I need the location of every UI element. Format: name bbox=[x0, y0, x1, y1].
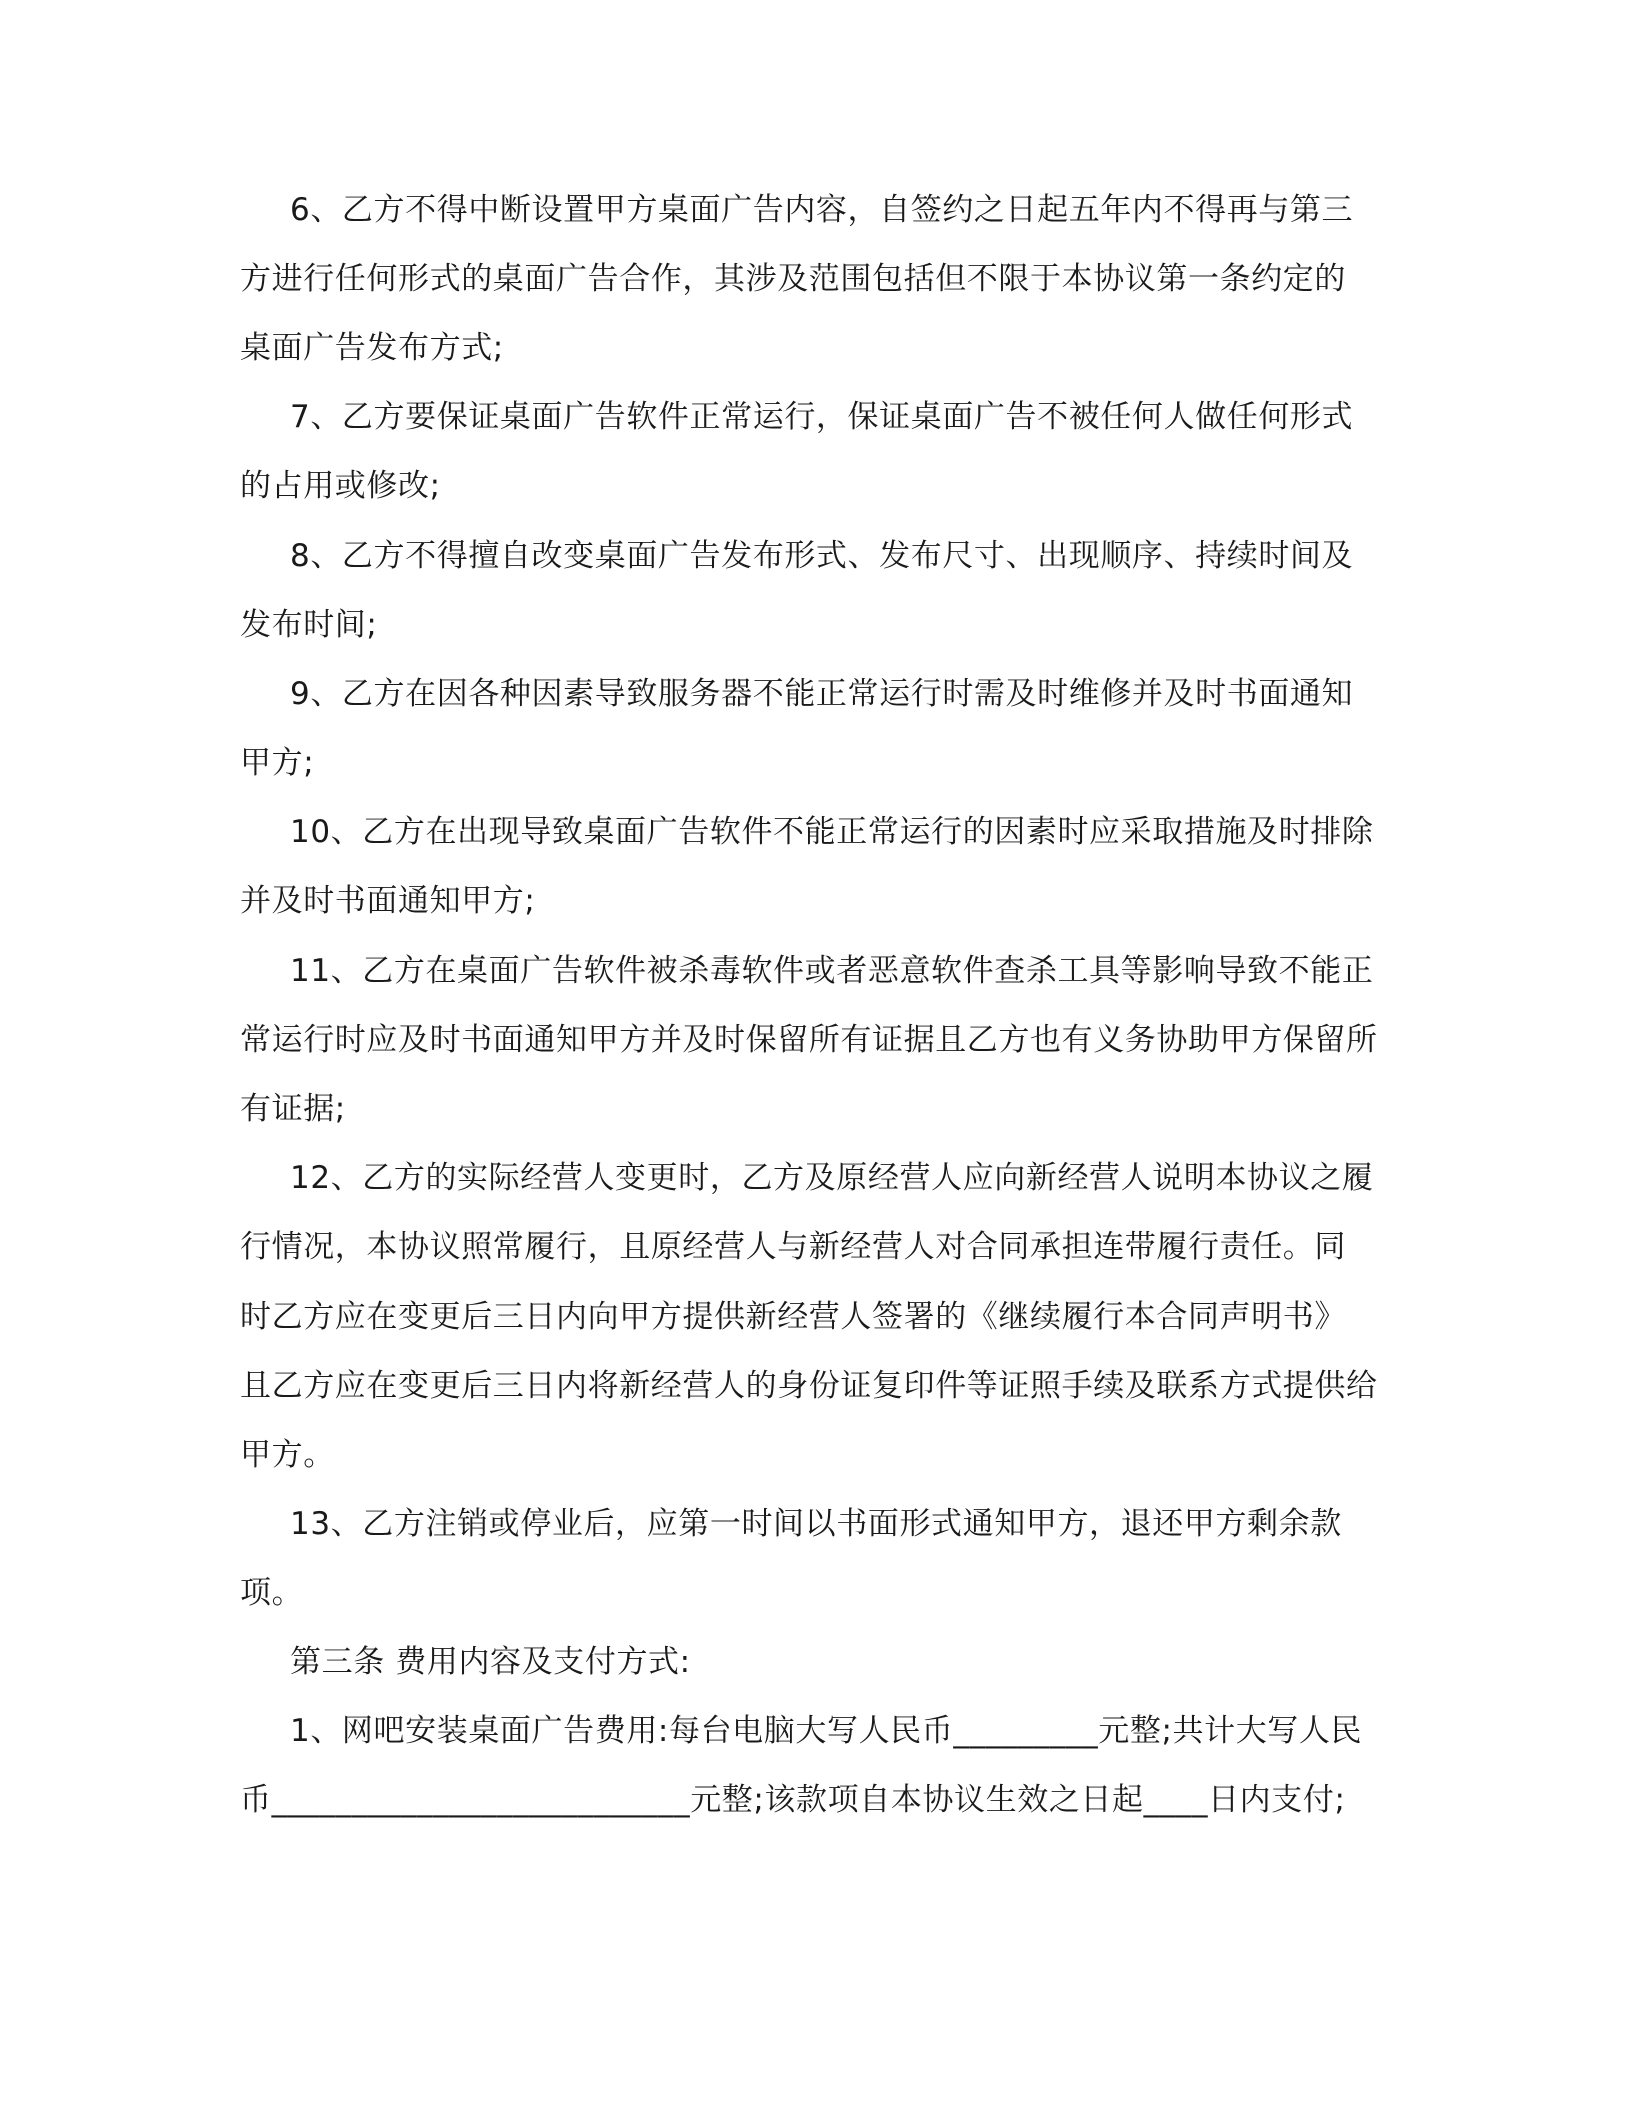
clause-11-line-2: 常运行时应及时书面通知甲方并及时保留所有证据且乙方也有义务协助甲方保留所 bbox=[240, 1022, 1378, 1058]
clause-11-line-1: 11、乙方在桌面广告软件被杀毒软件或者恶意软件查杀工具等影响导致不能正 bbox=[290, 953, 1374, 989]
clause-9-line-2: 甲方; bbox=[240, 745, 315, 781]
clause-8-line-2: 发布时间; bbox=[240, 607, 378, 643]
clause-6-line-2: 方进行任何形式的桌面广告合作，其涉及范围包括但不限于本协议第一条约定的 bbox=[240, 261, 1346, 297]
clause-11-line-3: 有证据; bbox=[240, 1091, 346, 1127]
clause-12-line-2: 行情况，本协议照常履行，且原经营人与新经营人对合同承担连带履行责任。同 bbox=[240, 1229, 1346, 1265]
clause-10-line-2: 并及时书面通知甲方; bbox=[240, 883, 536, 919]
clause-12-line-3: 时乙方应在变更后三日内向甲方提供新经营人签署的《继续履行本合同声明书》 bbox=[240, 1299, 1346, 1335]
clause-8-line-1: 8、乙方不得擅自改变桌面广告发布形式、发布尺寸、出现顺序、持续时间及 bbox=[290, 538, 1354, 574]
clause-10-line-1: 10、乙方在出现导致桌面广告软件不能正常运行的因素时应采取措施及时排除 bbox=[290, 814, 1374, 850]
clause-6-line-3: 桌面广告发布方式; bbox=[240, 330, 504, 366]
clause-12-line-4: 且乙方应在变更后三日内将新经营人的身份证复印件等证照手续及联系方式提供给 bbox=[240, 1368, 1378, 1404]
clause-13-line-1: 13、乙方注销或停业后，应第一时间以书面形式通知甲方，退还甲方剩余款 bbox=[290, 1506, 1342, 1542]
fee-clause-1-line-2: 币__________________________元整;该款项自本协议生效之日起____日内支付; bbox=[240, 1782, 1346, 1818]
clause-12-line-1: 12、乙方的实际经营人变更时，乙方及原经营人应向新经营人说明本协议之履 bbox=[290, 1160, 1374, 1196]
clause-13-line-2: 项。 bbox=[240, 1575, 304, 1611]
clause-7-line-2: 的占用或修改; bbox=[240, 468, 441, 504]
clause-9-line-1: 9、乙方在因各种因素导致服务器不能正常运行时需及时维修并及时书面通知 bbox=[290, 676, 1354, 712]
clause-7-line-1: 7、乙方要保证桌面广告软件正常运行，保证桌面广告不被任何人做任何形式 bbox=[290, 399, 1354, 435]
clause-12-line-5: 甲方。 bbox=[240, 1437, 335, 1473]
clause-6-line-1: 6、乙方不得中断设置甲方桌面广告内容，自签约之日起五年内不得再与第三 bbox=[290, 192, 1354, 228]
section-3-heading: 第三条 费用内容及支付方式: bbox=[290, 1644, 691, 1680]
fee-clause-1-line-1: 1、网吧安装桌面广告费用:每台电脑大写人民币_________元整;共计大写人民 bbox=[290, 1713, 1363, 1749]
